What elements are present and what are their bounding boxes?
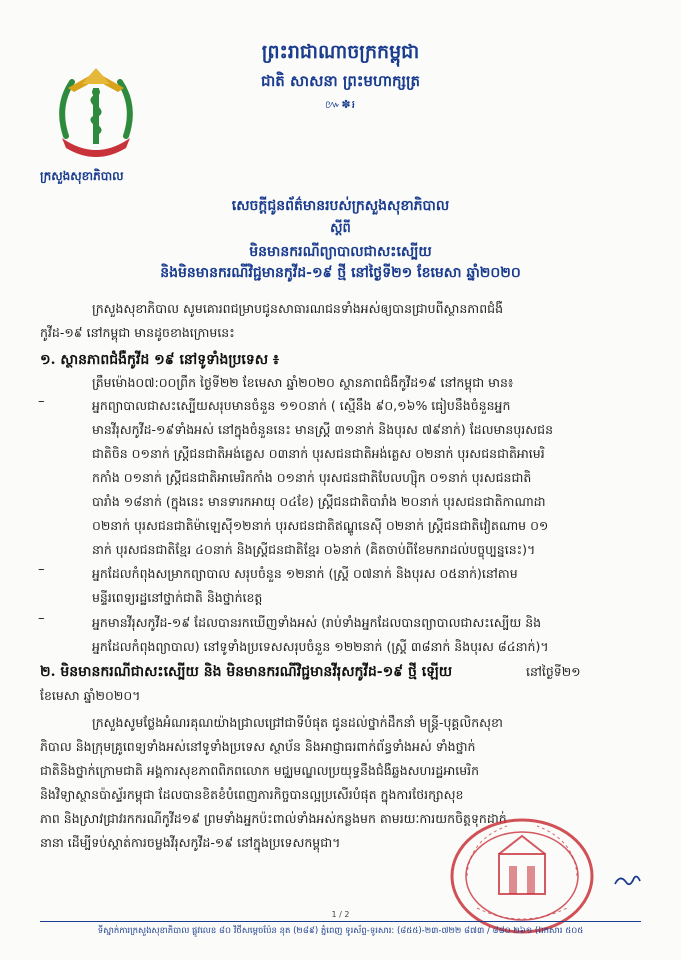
section-2-line: ភិបាល និងក្រុមគ្រូពេទ្យទាំងអស់នៅទូទាំងប្រទេស ស្ថាប័ន និងអាជ្ញាធរពាក់ព័ន្ធទាំងអស់ ទាំងថ្នាក់ — [40, 739, 476, 754]
bullet-2-line: អ្នកដែលកំពុងសម្រាកព្យាបាល សរុបចំនួន ១២នាក់ (ស្ត្រី ០៧នាក់ និងបុរស ០៥នាក់)នៅតាម — [92, 566, 518, 581]
footer-divider — [40, 921, 641, 922]
section-2-line: ជាតិនិងថ្នាក់ក្រោមជាតិ អង្គការសុខភាពពិភពលោក មជ្ឈមណ្ឌលប្រយុទ្ធនឹងជំងឺឆ្លងសហរដ្ឋអាមេរិក — [40, 763, 480, 778]
bullet-1-line: នាក់ បុរសជនជាតិខ្មែរ ៤០នាក់ និងស្ត្រីជនជាតិខ្មែរ ០៦នាក់ (គិតចាប់ពីខែមករាដល់បច្ចុប្បន្ននេះ)។ — [92, 542, 536, 557]
bullet-3-line: អ្នកមានវីរុសកូវីដ-១៩ ដែលបានរកឃើញទាំងអស់ (រាប់ទាំងអ្នកដែលបានព្យាបាលជាសះស្បើយ និង — [92, 615, 542, 630]
section-1-lead: ត្រឹមម៉ោង០៧:០០ព្រឹក ថ្ងៃទី២២ ខែមេសា ឆ្នាំ២០២០ ស្ថានភាពជំងឺកូវីដ១៩ នៅកម្ពុជា មាន៖ — [92, 375, 514, 390]
page-number: 1 / 2 — [331, 910, 350, 919]
kingdom-title: ព្រះរាជាណាចក្រកម្ពុជា — [261, 41, 420, 63]
section-2-line: ក្រសួងសូមថ្លែងអំណរគុណយ៉ាងជ្រាលជ្រៅជាទីបំផុត ជូនដល់ថ្នាក់ដឹកនាំ មន្ត្រី-បុគ្គលិកសុខា — [92, 715, 503, 730]
bullet-dash: – — [38, 562, 45, 577]
bullet-1-line: ជាតិចិន ០១នាក់ ស្ត្រីជនជាតិអង់គ្លេស ០៣នាក់ បុរសជនជាតិអង់គ្លេស ០២នាក់ បុរសជនជាតិអាមេរិ — [92, 446, 545, 461]
signature-icon — [612, 872, 642, 890]
bullet-2-line: មន្ទីរពេទ្យរដ្ឋនៅថ្នាក់ជាតិ និងថ្នាក់ខេត្ត — [92, 590, 263, 605]
bullet-1-line: អ្នកព្យាបាលជាសះស្បើយសរុបមានចំនួន ១១០នាក់ ( ស្មើនឹង ៩០,១៦% ធៀបនឹងចំនួនអ្នក — [92, 398, 511, 413]
intro-line: កូវីដ-១៩ នៅកម្ពុជា មានដូចខាងក្រោមនេះ — [40, 325, 235, 340]
footer-address: ទីស្នាក់ការក្រសួងសុខាភិបាល ផ្លូវលេខ ៨០ វិថីសម្តេចប៉ែន នុត (២៨៩) ភ្នំពេញ ទូរស័ព្ទ-ទូរសារ: (៨៥៥)-២៣-៧២២ ៨៧៣ / ៨៨០ ២៦១ (ឯកសារ ៥០៥ — [97, 926, 584, 936]
bullet-1-line: ០២នាក់ បុរសជនជាតិម៉ាឡេស៊ី១២នាក់ បុរសជនជាតិឥណ្ឌូនេស៊ី ០២នាក់ ស្ត្រីជនជាតិវៀតណាម ០១ — [92, 518, 549, 533]
section-2-heading-date: ខែមេសា ឆ្នាំ២០២០។ — [40, 688, 141, 703]
bullet-1-line: បារាំង ១៨នាក់ (ក្នុងនេះ មានទារកអាយុ ០៤ខែ) ស្ត្រីជនជាតិបារាំង ២០នាក់ បុរសជនជាតិកាណាដា — [92, 494, 546, 509]
section-2-heading-tail: នៅថ្ងៃទី២១ — [526, 664, 581, 679]
section-2-line: ភាព និងស្រាវជ្រាវរកករណីកូវីដ១៩ ព្រមទាំងអ្នកប៉ះពាល់ទាំងអស់កន្លងមក តាមរយៈការយកចិត្តទុកដាក់ — [40, 811, 507, 826]
national-motto: ជាតិ សាសនា ព្រះមហាក្សត្រ — [261, 72, 420, 90]
document-title: សេចក្តីជូនព័ត៌មានរបស់ក្រសួងសុខាភិបាល — [231, 198, 450, 214]
bullet-1-line: មានវីរុសកូវីដ-១៩ទាំងអស់ នៅក្នុងចំនួននេះ មានស្ត្រី ៣១នាក់ និងបុរស ៧៩នាក់) ដែលមានបុរសជន — [92, 422, 554, 437]
ornament-divider: ៚✽៛ — [324, 98, 357, 111]
title-regarding: ស្តីពី — [330, 221, 351, 236]
title-subject-1: មិនមានករណីព្យាបាលជាសះស្បើយ — [249, 244, 432, 260]
section-2-line: នានា ដើម្បីទប់ស្កាត់ការចម្លងវីរុសកូវីដ-១៩ នៅក្នុងប្រទេសកម្ពុជា។ — [40, 835, 341, 850]
section-2-line: និងវិទ្យាស្ថានប៉ាស្ទ័រកម្ពុជា ដែលបានខិតខំបំពេញភារកិច្ចបានល្អប្រសើរបំផុត ក្នុងការថែរក្សាសុខ — [40, 787, 464, 802]
bullet-3-line: អ្នកដែលកំពុងព្យាបាល) នៅទូទាំងប្រទេសសរុបចំនួន ១២២នាក់ (ស្ត្រី ៣៨នាក់ និងបុរស ៨៤នាក់)។ — [92, 639, 549, 654]
bullet-dash: – — [38, 394, 45, 409]
section-2-heading: ២. មិនមានករណីជាសះស្បើយ និង មិនមានករណីវិជ្ជមានវីរុសកូវីដ-១៩ ថ្មី ឡើយ — [40, 664, 453, 680]
title-subject-2: និងមិនមានករណីវិជ្ជមានកូវីដ-១៩ ថ្មី នៅថ្ងៃទី២១ ខែមេសា ឆ្នាំ២០២០ — [160, 265, 521, 281]
section-1-heading: ១. ស្ថានភាពជំងឺកូវីដ ១៩ នៅទូទាំងប្រទេស ៖ — [40, 352, 280, 368]
bullet-dash: – — [38, 611, 45, 626]
ministry-name: ក្រសួងសុខាភិបាល — [40, 169, 124, 183]
bullet-1-line: កកាំង ០១នាក់ ស្ត្រីជនជាតិអាមេរិកកាំង ០១នាក់ បុរសជនជាតិបែលហ្ស៊ិក ០១នាក់ បុរសជនជាតិ — [92, 470, 532, 485]
intro-line: ក្រសួងសុខាភិបាល សូមគោរពជម្រាបជូនសាធារណជនទាំងអស់ឲ្យបានជ្រាបពីស្ថានភាពជំងឺ — [92, 301, 504, 316]
